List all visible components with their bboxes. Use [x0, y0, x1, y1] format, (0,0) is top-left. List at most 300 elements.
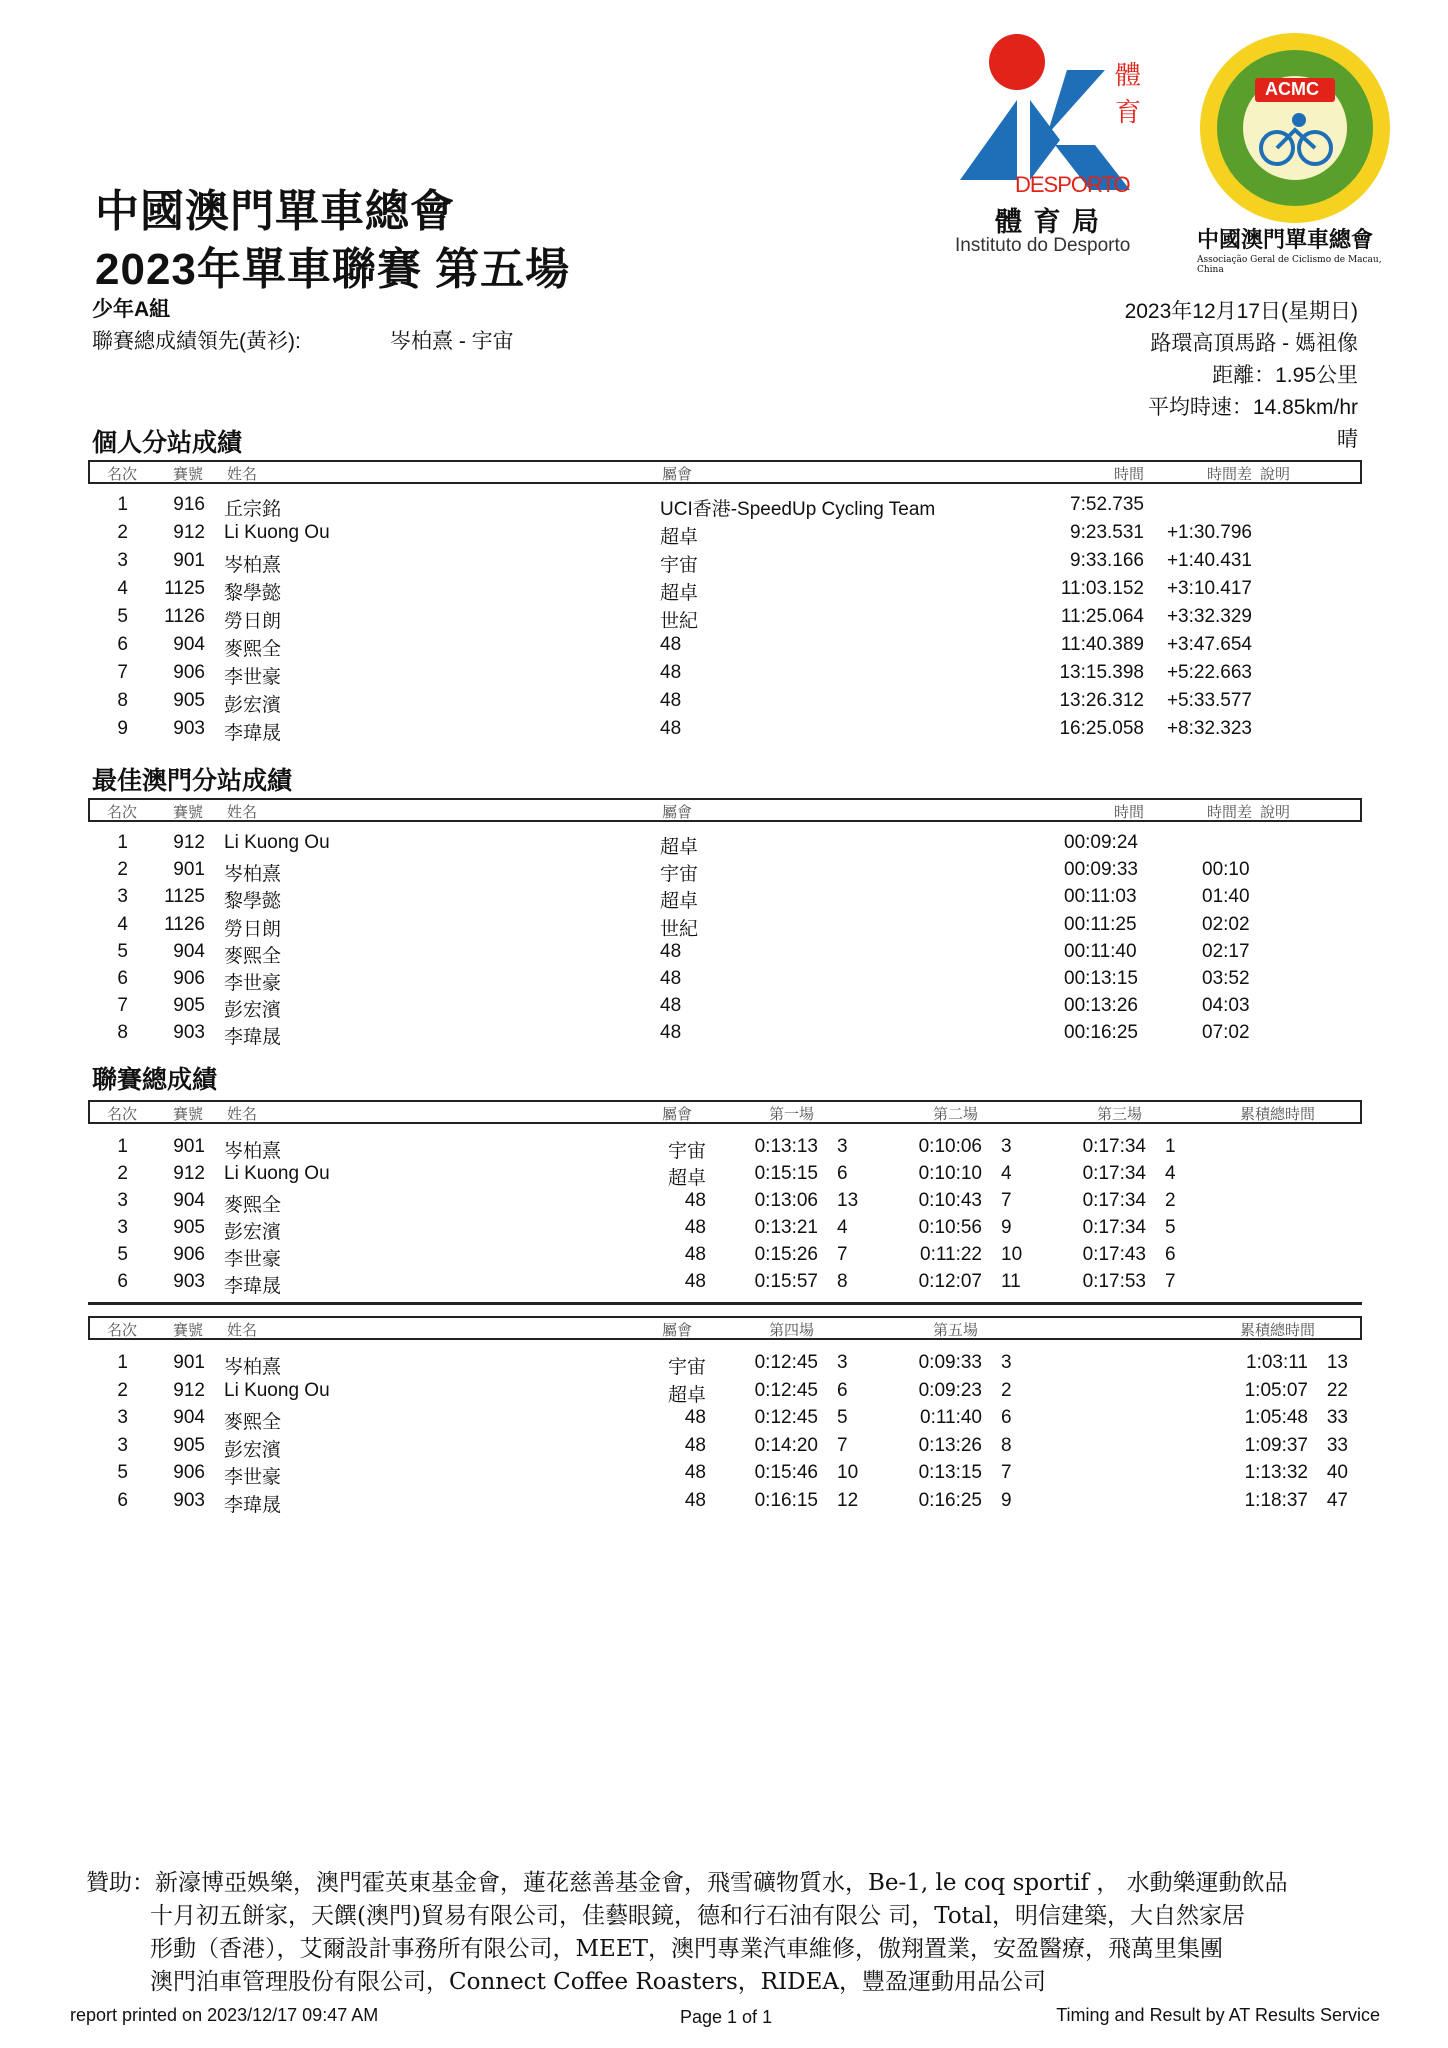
race-date: 2023年12月17日(星期日)	[1124, 300, 1358, 323]
desporto-char-2: 育	[1115, 97, 1142, 127]
cell-name: 彭宏濱	[224, 1222, 282, 1243]
cell-stage-2-rank: 9	[1001, 1217, 1012, 1238]
cell-total-points: 40	[1326, 1462, 1348, 1483]
cell-name: Li Kuong Ou	[224, 522, 330, 543]
cell-bib: 901	[173, 550, 205, 571]
table-row	[0, 1271, 1448, 1298]
cell-bib: 903	[173, 1489, 205, 1511]
cell-rank: 7	[117, 995, 128, 1017]
cell-stage-5-rank: 7	[1001, 1462, 1012, 1483]
cell-stage-5-rank: 6	[1001, 1407, 1012, 1428]
cell-stage-3-time: 0:17:34	[1082, 1163, 1146, 1184]
cell-stage-3-rank: 7	[1165, 1271, 1176, 1292]
section-league-title: 聯賽總成績	[92, 1066, 218, 1094]
cell-club: 宇宙	[667, 1141, 706, 1162]
cell-name: 李世豪	[224, 1467, 282, 1488]
cell-rank: 5	[117, 1244, 128, 1265]
cell-stage-1-rank: 4	[837, 1217, 848, 1238]
cell-time: 13:26.312	[1059, 690, 1144, 711]
cell-club: 48	[660, 690, 682, 711]
cell-name: 彭宏濱	[224, 1000, 282, 1022]
table-row	[0, 1136, 1448, 1163]
cell-name: 勞日朗	[224, 918, 282, 940]
cell-club: 48	[684, 1217, 706, 1238]
cell-club: 48	[684, 1244, 706, 1265]
table-row	[0, 968, 1448, 995]
section-best-macau-title: 最佳澳門分站成績	[92, 767, 293, 795]
cell-name: 岑柏熹	[224, 1357, 282, 1378]
cell-time: 13:15.398	[1059, 662, 1144, 683]
cell-gap: +5:22.663	[1166, 662, 1252, 683]
sponsors-line-3: 形動（香港），艾爾設計事務所有限公司，MEET，澳門專業汽車維修，傲翔置業，安盈醫療，飛萬里集團	[150, 1936, 1223, 1962]
table-row	[0, 832, 1448, 859]
cell-bib: 916	[173, 494, 205, 515]
cell-stage-4-time: 0:14:20	[754, 1434, 818, 1456]
cell-time: 00:09:33	[1064, 859, 1138, 881]
cell-stage-4-time: 0:12:45	[754, 1407, 818, 1428]
league-header-b	[88, 1316, 1362, 1340]
cell-total-time: 1:05:07	[1244, 1379, 1308, 1401]
cell-stage-1-time: 0:13:13	[754, 1136, 818, 1157]
cell-gap: +3:10.417	[1166, 578, 1252, 599]
cell-time: 11:40.389	[1060, 634, 1144, 655]
cell-rank: 1	[117, 1352, 128, 1373]
cell-bib: 901	[173, 1352, 205, 1373]
cell-name: 彭宏濱	[224, 695, 282, 716]
cell-time: 9:33.166	[1070, 550, 1144, 571]
cell-stage-2-time: 0:11:22	[920, 1244, 982, 1265]
table-row	[0, 634, 1448, 661]
acmc-cn: 中國澳門單車總會	[1197, 227, 1374, 253]
cell-stage-1-rank: 6	[837, 1163, 848, 1184]
cell-stage-1-rank: 3	[837, 1136, 848, 1157]
cell-stage-2-time: 0:10:43	[918, 1190, 982, 1211]
cell-bib: 912	[173, 522, 205, 543]
cell-rank: 7	[117, 662, 128, 683]
cell-rank: 6	[117, 1489, 128, 1511]
cell-stage-4-rank: 6	[837, 1379, 848, 1401]
col-note: 說明	[1260, 466, 1291, 483]
col-stage-5: 第五場	[933, 1322, 979, 1339]
cell-bib: 905	[173, 1217, 205, 1238]
cell-bib: 904	[173, 634, 205, 655]
cell-bib: 901	[173, 1136, 205, 1157]
cell-stage-2-time: 0:12:07	[918, 1271, 982, 1292]
table-row	[0, 1163, 1448, 1190]
cell-name: 李瑋晟	[224, 1027, 282, 1049]
desporto-logo	[955, 30, 1165, 270]
col-time: 時間	[1114, 466, 1145, 483]
cell-rank: 5	[117, 940, 128, 962]
desporto-word: DESPORTO	[1015, 172, 1130, 197]
cell-stage-4-rank: 3	[837, 1352, 848, 1373]
table-row	[0, 1380, 1448, 1407]
cell-bib: 903	[173, 1022, 205, 1044]
cell-total-points: 22	[1326, 1379, 1348, 1401]
cell-stage-1-time: 0:15:57	[754, 1271, 818, 1292]
cell-name: 麥熙全	[224, 1195, 282, 1216]
cell-club: 48	[660, 1022, 682, 1044]
cell-bib: 904	[173, 940, 205, 962]
col-rank: 名次	[107, 1106, 138, 1123]
cell-total-time: 1:03:11	[1246, 1352, 1308, 1373]
cell-time: 7:52.735	[1070, 494, 1144, 515]
cell-name: 李世豪	[224, 1249, 282, 1270]
col-club: 屬會	[662, 1106, 693, 1123]
cell-gap: +8:32.323	[1166, 718, 1252, 739]
cell-bib: 906	[173, 1462, 205, 1483]
table-row	[0, 914, 1448, 941]
desporto-cn: 體 育 局	[995, 207, 1102, 237]
cell-rank: 6	[117, 1271, 128, 1292]
cell-rank: 3	[117, 1190, 128, 1211]
cell-rank: 1	[117, 832, 128, 853]
table-row	[0, 662, 1448, 689]
cell-club: 超卓	[660, 583, 699, 604]
table-row	[0, 494, 1448, 521]
table-row	[0, 859, 1448, 886]
cell-name: Li Kuong Ou	[224, 1379, 330, 1401]
page-title-org: 中國澳門單車總會	[95, 187, 455, 236]
cell-time: 00:09:24	[1064, 832, 1138, 853]
cell-club: 超卓	[660, 891, 699, 913]
cell-bib: 906	[173, 662, 205, 683]
cell-stage-4-rank: 5	[837, 1407, 848, 1428]
cell-club: 48	[660, 718, 682, 739]
race-distance: 距離：1.95公里	[1212, 364, 1358, 387]
cell-stage-3-time: 0:17:34	[1082, 1136, 1146, 1157]
race-weather: 晴	[1337, 428, 1358, 451]
cell-club: 超卓	[660, 837, 699, 858]
cell-name: 李世豪	[224, 667, 282, 688]
timing-credit: Timing and Result by AT Results Service	[1056, 2005, 1380, 2025]
cell-bib: 1126	[164, 606, 205, 627]
desporto-pt: Instituto do Desporto	[955, 235, 1131, 256]
cell-gap: 03:52	[1202, 968, 1250, 989]
cell-rank: 3	[117, 1217, 128, 1238]
col-note: 說明	[1260, 804, 1291, 821]
table-row	[0, 941, 1448, 968]
cell-time: 9:23.531	[1070, 522, 1144, 543]
page-number: Page 1 of 1	[680, 2007, 773, 2027]
cell-gap: 04:03	[1202, 995, 1250, 1017]
cell-stage-3-rank: 6	[1165, 1244, 1176, 1265]
cell-stage-5-time: 0:13:15	[918, 1462, 982, 1483]
cell-stage-2-rank: 10	[1001, 1244, 1023, 1265]
desporto-char-1: 體	[1115, 60, 1142, 90]
cell-bib: 901	[173, 859, 205, 881]
cell-bib: 906	[173, 968, 205, 989]
cell-rank: 4	[117, 578, 128, 599]
col-stage-1: 第一場	[769, 1106, 815, 1123]
cell-name: 麥熙全	[224, 1412, 282, 1433]
cell-stage-3-time: 0:17:53	[1082, 1271, 1146, 1292]
cell-name: Li Kuong Ou	[224, 832, 330, 853]
cell-stage-5-time: 0:09:23	[918, 1379, 982, 1401]
cell-stage-2-time: 0:10:10	[918, 1163, 982, 1184]
cell-bib: 904	[173, 1190, 205, 1211]
table-row	[0, 690, 1448, 717]
cell-bib: 904	[173, 1407, 205, 1428]
col-name: 姓名	[227, 466, 258, 483]
cell-rank: 5	[117, 606, 128, 627]
cell-club: 48	[660, 634, 682, 655]
table-row	[0, 1217, 1448, 1244]
col-club: 屬會	[662, 1322, 693, 1339]
cell-rank: 8	[117, 1022, 128, 1044]
cell-stage-5-rank: 9	[1001, 1489, 1012, 1511]
cell-rank: 3	[117, 550, 128, 571]
cell-name: 麥熙全	[224, 639, 282, 660]
cell-club: 48	[660, 995, 682, 1017]
acmc-pt: Associação Geral de Ciclismo de Macau, China	[1197, 255, 1382, 275]
cell-total-time: 1:05:48	[1244, 1407, 1308, 1428]
cell-bib: 906	[173, 1244, 205, 1265]
cell-total-time: 1:13:32	[1244, 1462, 1308, 1483]
cell-time: 00:13:15	[1064, 968, 1138, 989]
league-header-a	[88, 1100, 1362, 1124]
col-bib: 賽號	[173, 466, 204, 483]
cell-bib: 1125	[164, 886, 205, 908]
cell-club: 世紀	[660, 611, 699, 632]
cell-bib: 903	[173, 1271, 205, 1292]
cell-name: 李瑋晟	[224, 1276, 282, 1297]
cell-stage-4-time: 0:16:15	[754, 1489, 818, 1511]
cell-club: 48	[660, 968, 682, 989]
cell-rank: 6	[117, 968, 128, 989]
acmc-abbr: ACMC	[1265, 79, 1319, 99]
cell-stage-5-time: 0:13:26	[918, 1434, 982, 1456]
cell-gap: 02:17	[1202, 940, 1250, 962]
table-row	[0, 1462, 1448, 1489]
cell-stage-3-time: 0:17:34	[1082, 1217, 1146, 1238]
cell-name: Li Kuong Ou	[224, 1163, 330, 1184]
cell-club: 48	[660, 940, 682, 962]
race-avg-speed: 平均時速：14.85km/hr	[1147, 396, 1358, 419]
section-stage-results-title: 個人分站成績	[92, 429, 243, 457]
col-gap: 時間差	[1207, 466, 1253, 483]
cell-rank: 3	[117, 1434, 128, 1456]
cell-bib: 1126	[164, 913, 205, 935]
cell-stage-4-time: 0:15:46	[754, 1462, 818, 1483]
cell-gap: 00:10	[1202, 859, 1250, 881]
cell-stage-5-time: 0:11:40	[920, 1407, 982, 1428]
cell-club: 宇宙	[667, 1357, 706, 1378]
cell-club: 48	[684, 1271, 706, 1292]
cell-gap: +1:30.796	[1166, 522, 1252, 543]
col-rank: 名次	[107, 1322, 138, 1339]
cell-bib: 912	[173, 1163, 205, 1184]
cell-stage-1-rank: 7	[837, 1244, 848, 1265]
cell-name: 黎學懿	[224, 891, 282, 913]
cell-name: 麥熙全	[224, 945, 282, 967]
cell-rank: 1	[117, 494, 128, 515]
table-row	[0, 550, 1448, 577]
table-row	[0, 578, 1448, 605]
cell-rank: 2	[117, 522, 128, 543]
cell-club: UCI香港-SpeedUp Cycling Team	[660, 499, 936, 520]
cell-stage-4-time: 0:12:45	[754, 1352, 818, 1373]
cell-name: 黎學懿	[224, 583, 282, 604]
cell-rank: 6	[117, 634, 128, 655]
cell-club: 48	[684, 1434, 706, 1456]
cell-stage-4-rank: 12	[837, 1489, 859, 1511]
cell-bib: 912	[173, 832, 205, 853]
cell-total-points: 13	[1326, 1352, 1348, 1373]
cell-club: 超卓	[660, 527, 699, 548]
cell-bib: 905	[173, 995, 205, 1017]
cell-rank: 3	[117, 1407, 128, 1428]
cell-name: 岑柏熹	[224, 555, 282, 576]
cell-club: 超卓	[667, 1384, 706, 1406]
cell-stage-4-rank: 10	[837, 1462, 859, 1483]
table-row	[0, 718, 1448, 745]
cell-stage-1-time: 0:15:15	[754, 1163, 818, 1184]
col-bib: 賽號	[173, 804, 204, 821]
cell-stage-5-rank: 2	[1001, 1379, 1012, 1401]
acmc-logo	[1195, 30, 1405, 275]
cell-gap: +5:33.577	[1166, 690, 1252, 711]
cell-time: 00:13:26	[1064, 995, 1138, 1017]
cell-rank: 1	[117, 1136, 128, 1157]
col-name: 姓名	[227, 804, 258, 821]
cell-bib: 912	[173, 1379, 205, 1401]
cell-time: 00:11:40	[1064, 940, 1137, 962]
cell-gap: 02:02	[1202, 913, 1250, 935]
league-divider	[88, 1302, 1362, 1305]
table-row	[0, 995, 1448, 1022]
cell-club: 超卓	[667, 1168, 706, 1189]
cell-stage-2-time: 0:10:56	[918, 1217, 982, 1238]
cell-name: 勞日朗	[224, 611, 282, 632]
cell-club: 48	[660, 662, 682, 683]
cell-name: 岑柏熹	[224, 864, 282, 886]
col-bib: 賽號	[173, 1106, 204, 1123]
cell-name: 丘宗銘	[224, 499, 282, 520]
race-venue: 路環高頂馬路 - 媽祖像	[1150, 332, 1358, 355]
cell-gap: +1:40.431	[1166, 550, 1252, 571]
cell-stage-1-rank: 13	[837, 1190, 859, 1211]
cell-total-time: 1:18:37	[1244, 1489, 1308, 1511]
cell-stage-3-time: 0:17:34	[1082, 1190, 1146, 1211]
cell-bib: 1125	[164, 578, 205, 599]
table-row	[0, 1490, 1448, 1517]
cell-gap: 07:02	[1202, 1022, 1250, 1044]
table-row	[0, 1352, 1448, 1379]
cell-stage-3-rank: 1	[1165, 1136, 1176, 1157]
cell-rank: 4	[117, 913, 128, 935]
table-row	[0, 522, 1448, 549]
cell-rank: 2	[117, 1163, 128, 1184]
cell-club: 48	[684, 1190, 706, 1211]
col-bib: 賽號	[173, 1322, 204, 1339]
table-row	[0, 606, 1448, 633]
cell-rank: 3	[117, 886, 128, 908]
col-name: 姓名	[227, 1106, 258, 1123]
stage-results-header	[88, 460, 1362, 484]
cell-club: 48	[684, 1462, 706, 1483]
cell-stage-4-time: 0:12:45	[754, 1379, 818, 1401]
cell-bib: 905	[173, 1434, 205, 1456]
cell-stage-3-rank: 2	[1165, 1190, 1176, 1211]
cell-stage-2-rank: 7	[1001, 1190, 1012, 1211]
table-row	[0, 1435, 1448, 1462]
cell-time: 00:11:25	[1064, 913, 1137, 935]
cell-stage-3-rank: 4	[1165, 1163, 1176, 1184]
table-row	[0, 1190, 1448, 1217]
cell-stage-5-time: 0:16:25	[918, 1489, 982, 1511]
table-row	[0, 886, 1448, 913]
report-printed: report printed on 2023/12/17 09:47 AM	[70, 2005, 379, 2025]
col-rank: 名次	[107, 804, 138, 821]
cell-total-points: 47	[1326, 1489, 1348, 1511]
sponsors-line-1: 贊助：新濠博亞娛樂，澳門霍英東基金會，蓮花慈善基金會，飛雪礦物質水，Be-1, le coq sportif ， 水動樂運動飲品	[86, 1870, 1288, 1896]
cell-rank: 9	[117, 718, 128, 739]
cell-time: 16:25.058	[1059, 718, 1144, 739]
category: 少年A組	[92, 298, 171, 321]
cell-rank: 2	[117, 1379, 128, 1401]
cell-stage-5-rank: 8	[1001, 1434, 1012, 1456]
cell-stage-4-rank: 7	[837, 1434, 848, 1456]
cell-name: 彭宏濱	[224, 1439, 282, 1461]
cell-time: 00:11:03	[1064, 886, 1137, 908]
cell-total-points: 33	[1326, 1407, 1348, 1428]
cell-stage-1-time: 0:13:21	[754, 1217, 818, 1238]
col-stage-2: 第二場	[933, 1106, 979, 1123]
table-row	[0, 1244, 1448, 1271]
cell-club: 48	[684, 1407, 706, 1428]
cell-name: 李瑋晟	[224, 723, 282, 744]
page-title-event: 2023年單車聯賽 第五場	[95, 245, 571, 294]
col-total: 累積總時間	[1240, 1106, 1316, 1123]
cell-stage-2-rank: 3	[1001, 1136, 1012, 1157]
col-club: 屬會	[662, 804, 693, 821]
sponsors-line-4: 澳門泊車管理股份有限公司，Connect Coffee Roasters，RIDEA，豐盈運動用品公司	[150, 1969, 1047, 1995]
leader-label: 聯賽總成績領先(黃衫):	[92, 330, 301, 353]
cell-time: 11:25.064	[1060, 606, 1144, 627]
cell-time: 11:03.152	[1060, 578, 1144, 599]
cell-stage-2-rank: 4	[1001, 1163, 1012, 1184]
col-stage-3: 第三場	[1097, 1106, 1143, 1123]
cell-bib: 905	[173, 690, 205, 711]
cell-total-time: 1:09:37	[1244, 1434, 1308, 1456]
cell-club: 宇宙	[660, 864, 699, 886]
col-gap: 時間差	[1207, 804, 1253, 821]
cell-rank: 5	[117, 1462, 128, 1483]
cell-stage-5-rank: 3	[1001, 1352, 1012, 1373]
cell-club: 世紀	[660, 918, 699, 940]
cell-club: 宇宙	[660, 555, 699, 576]
cell-rank: 8	[117, 690, 128, 711]
col-time: 時間	[1114, 804, 1145, 821]
acmc-emblem	[1195, 30, 1395, 230]
col-rank: 名次	[107, 466, 138, 483]
table-row	[0, 1407, 1448, 1434]
cell-name: 李世豪	[224, 973, 282, 994]
leader-value: 岑柏熹 - 宇宙	[390, 330, 514, 353]
cell-time: 00:16:25	[1064, 1022, 1138, 1044]
cell-gap: +3:47.654	[1166, 634, 1252, 655]
cell-bib: 903	[173, 718, 205, 739]
cell-stage-3-rank: 5	[1165, 1217, 1176, 1238]
cell-stage-2-rank: 11	[1001, 1271, 1021, 1292]
cell-gap: +3:32.329	[1166, 606, 1252, 627]
table-row	[0, 1022, 1448, 1049]
col-stage-4: 第四場	[769, 1322, 815, 1339]
cell-total-points: 33	[1326, 1434, 1348, 1456]
sponsors-line-2: 十月初五餅家，天饌(澳門)貿易有限公司，佳藝眼鏡，德和行石油有限公 司，Total，明信建築，大自然家居	[150, 1903, 1245, 1929]
cell-gap: 01:40	[1202, 886, 1250, 908]
